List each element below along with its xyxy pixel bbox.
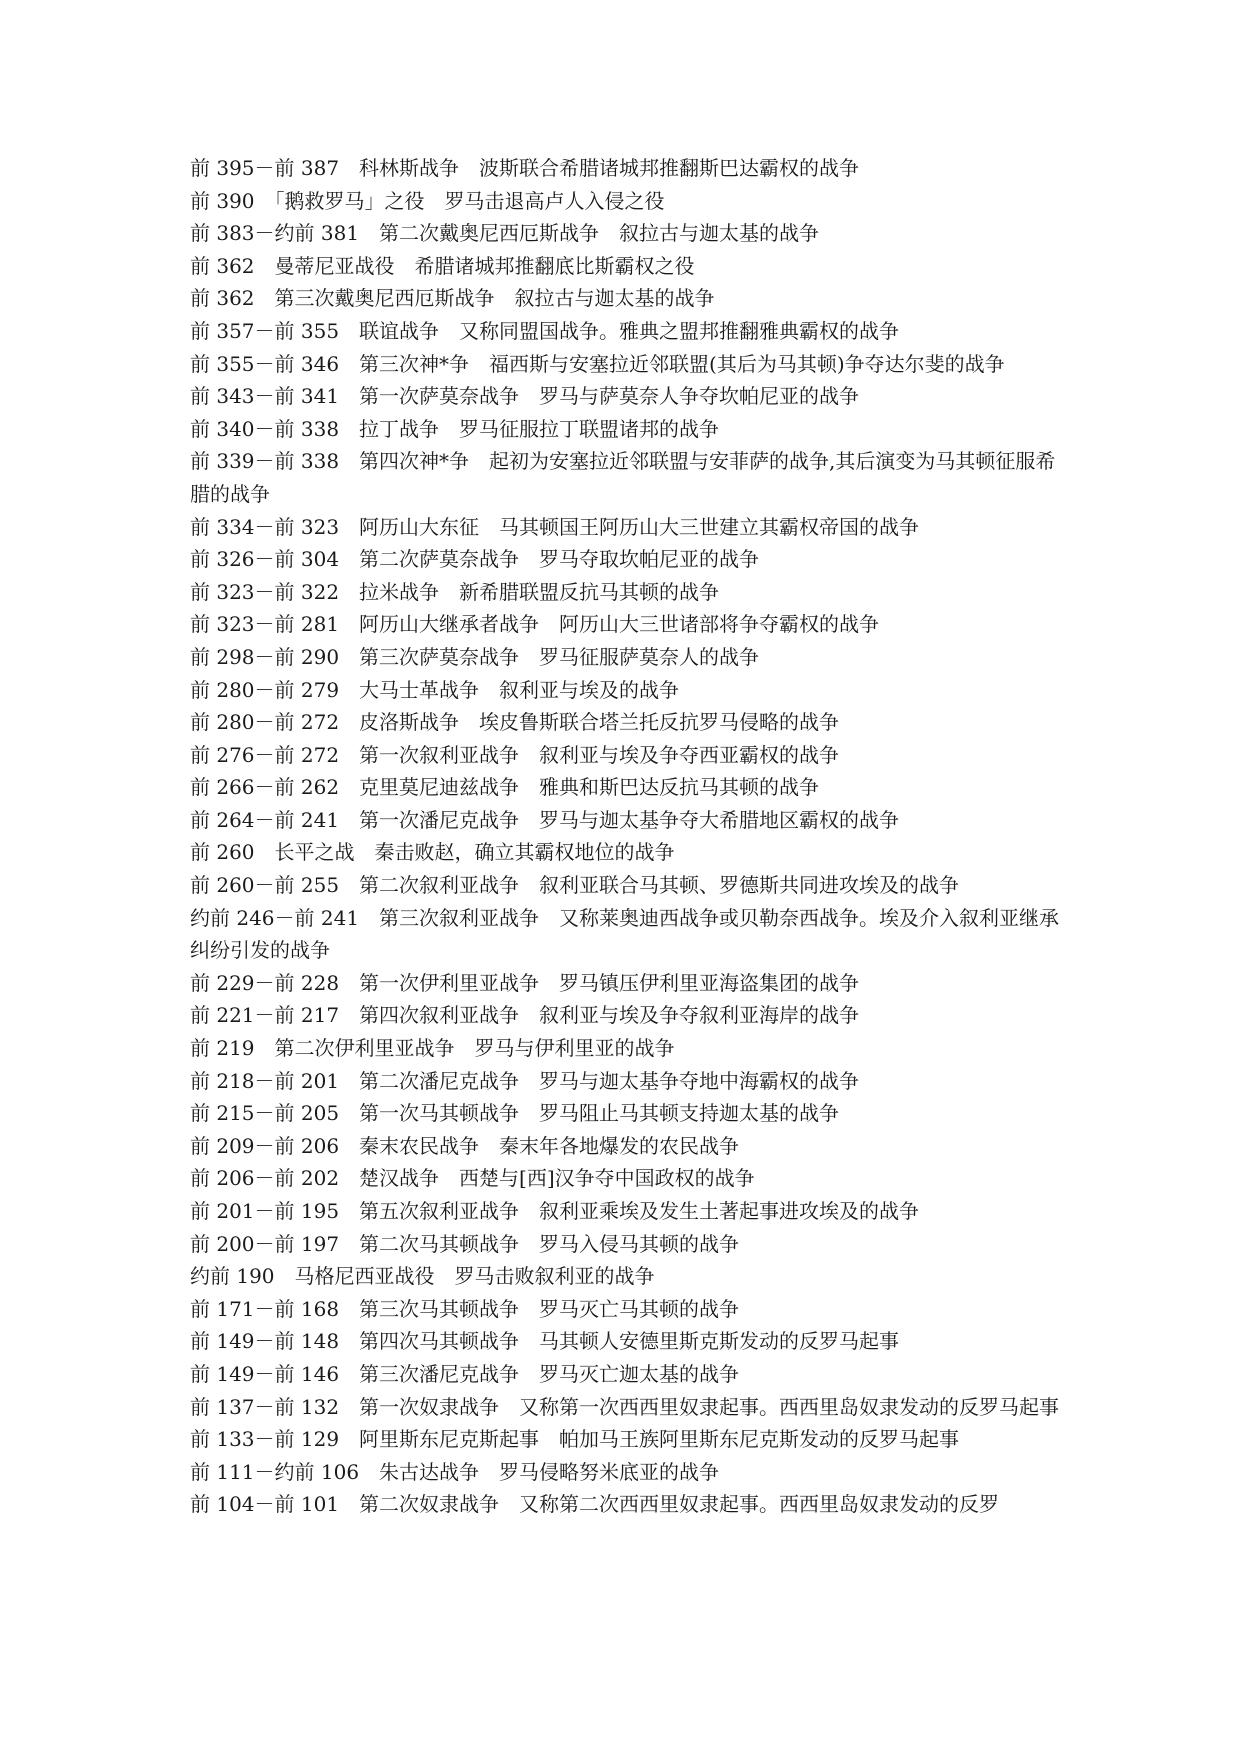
- list-item: 前 280－前 272 皮洛斯战争 埃皮鲁斯联合塔兰托反抗罗马侵略的战争: [190, 710, 840, 735]
- list-item: 前 298－前 290 第三次萨莫奈战争 罗马征服萨莫奈人的战争: [190, 644, 760, 669]
- list-item: 前 323－前 322 拉米战争 新希腊联盟反抗马其顿的战争: [190, 579, 720, 604]
- list-item: 前 357－前 355 联谊战争 又称同盟国战争。雅典之盟邦推翻雅典霸权的战争: [190, 318, 900, 343]
- list-item: 前 229－前 228 第一次伊利里亚战争 罗马镇压伊利里亚海盗集团的战争: [190, 970, 860, 995]
- list-item: 前 215－前 205 第一次马其顿战争 罗马阻止马其顿支持迦太基的战争: [190, 1101, 840, 1126]
- list-item: 前 104－前 101 第二次奴隶战争 又称第二次西西里奴隶起事。西西里岛奴隶发动的反罗: [190, 1492, 1000, 1517]
- list-item: 前 326－前 304 第二次萨莫奈战争 罗马夺取坎帕尼亚的战争: [190, 547, 760, 572]
- list-item: 前 201－前 195 第五次叙利亚战争 叙利亚乘埃及发生土著起事进攻埃及的战争: [190, 1199, 920, 1223]
- list-item: 前 218－前 201 第二次潘尼克战争 罗马与迦太基争夺地中海霸权的战争: [190, 1068, 860, 1093]
- list-item: 前 149－前 146 第三次潘尼克战争 罗马灭亡迦太基的战争: [190, 1361, 740, 1386]
- list-item: 前 264－前 241 第一次潘尼克战争 罗马与迦太基争夺大希腊地区霸权的战争: [190, 807, 900, 832]
- list-item: 前 200－前 197 第二次马其顿战争 罗马入侵马其顿的战争: [190, 1231, 740, 1256]
- list-item: 约前 190 马格尼西亚战役 罗马击败叙利亚的战争: [190, 1264, 655, 1289]
- list-item: 前 334－前 323 阿历山大东征 马其顿国王阿历山大三世建立其霸权帝国的战争: [190, 514, 920, 539]
- list-item: 前 355－前 346 第三次神*争 福西斯与安塞拉近邻联盟(其后为马其顿)争夺达尔斐的战争: [190, 351, 1005, 376]
- list-item: 前 276－前 272 第一次叙利亚战争 叙利亚与埃及争夺西亚霸权的战争: [190, 742, 840, 767]
- list-item: 前 395－前 387 科林斯战争 波斯联合希腊诸城邦推翻斯巴达霸权的战争: [190, 156, 860, 180]
- list-item: 前 390 「鹅救罗马」之役 罗马击退高卢人入侵之役: [190, 188, 665, 213]
- list-item: 前 219 第二次伊利里亚战争 罗马与伊利里亚的战争: [190, 1036, 675, 1061]
- list-item: 前 209－前 206 秦末农民战争 秦末年各地爆发的农民战争: [190, 1133, 740, 1158]
- list-item: 前 362 第三次戴奥尼西厄斯战争 叙拉古与迦太基的战争: [190, 286, 715, 311]
- list-item: 前 323－前 281 阿历山大继承者战争 阿历山大三世诸部将争夺霸权的战争: [190, 612, 880, 637]
- list-item: 前 149－前 148 第四次马其顿战争 马其顿人安德里斯克斯发动的反罗马起事: [190, 1329, 900, 1354]
- list-item: 前 343－前 341 第一次萨莫奈战争 罗马与萨莫奈人争夺坎帕尼亚的战争: [190, 384, 860, 409]
- list-item: 前 340－前 338 拉丁战争 罗马征服拉丁联盟诸邦的战争: [190, 416, 720, 441]
- war-chronology-list: [190, 152, 1070, 1521]
- list-item: 前 221－前 217 第四次叙利亚战争 叙利亚与埃及争夺叙利亚海岸的战争: [190, 1003, 860, 1028]
- list-item: 前 266－前 262 克里莫尼迪兹战争 雅典和斯巴达反抗马其顿的战争: [190, 775, 820, 800]
- list-item: 前 133－前 129 阿里斯东尼克斯起事 帕加马王族阿里斯东尼克斯发动的反罗马起事: [190, 1427, 960, 1452]
- list-item: 约前 246－前 241 第三次叙利亚战争 又称莱奥迪西战争或贝勒奈西战争。埃及介入叙利亚继承纠纷引发的战争: [190, 905, 1060, 963]
- list-item: 前 362 曼蒂尼亚战役 希腊诸城邦推翻底比斯霸权之役: [190, 253, 695, 278]
- list-item: 前 280－前 279 大马士革战争 叙利亚与埃及的战争: [190, 677, 680, 702]
- list-item: 前 260－前 255 第二次叙利亚战争 叙利亚联合马其顿、罗德斯共同进攻埃及的战争: [190, 873, 960, 898]
- list-item: 前 260 长平之战 秦击败赵，确立其霸权地位的战争: [190, 840, 675, 865]
- list-item: 前 111－约前 106 朱古达战争 罗马侵略努米底亚的战争: [190, 1459, 720, 1484]
- list-item: 前 171－前 168 第三次马其顿战争 罗马灭亡马其顿的战争: [190, 1296, 740, 1321]
- list-item: 前 339－前 338 第四次神*争 起初为安塞拉近邻联盟与安菲萨的战争,其后演变为马其顿征服希腊的战争: [190, 449, 1056, 506]
- list-item: 前 137－前 132 第一次奴隶战争 又称第一次西西里奴隶起事。西西里岛奴隶发动的反罗马起事: [190, 1394, 1060, 1419]
- list-item: 前 206－前 202 楚汉战争 西楚与[西]汉争夺中国政权的战争: [190, 1166, 755, 1191]
- list-item: 前 383－约前 381 第二次戴奥尼西厄斯战争 叙拉古与迦太基的战争: [190, 221, 820, 246]
